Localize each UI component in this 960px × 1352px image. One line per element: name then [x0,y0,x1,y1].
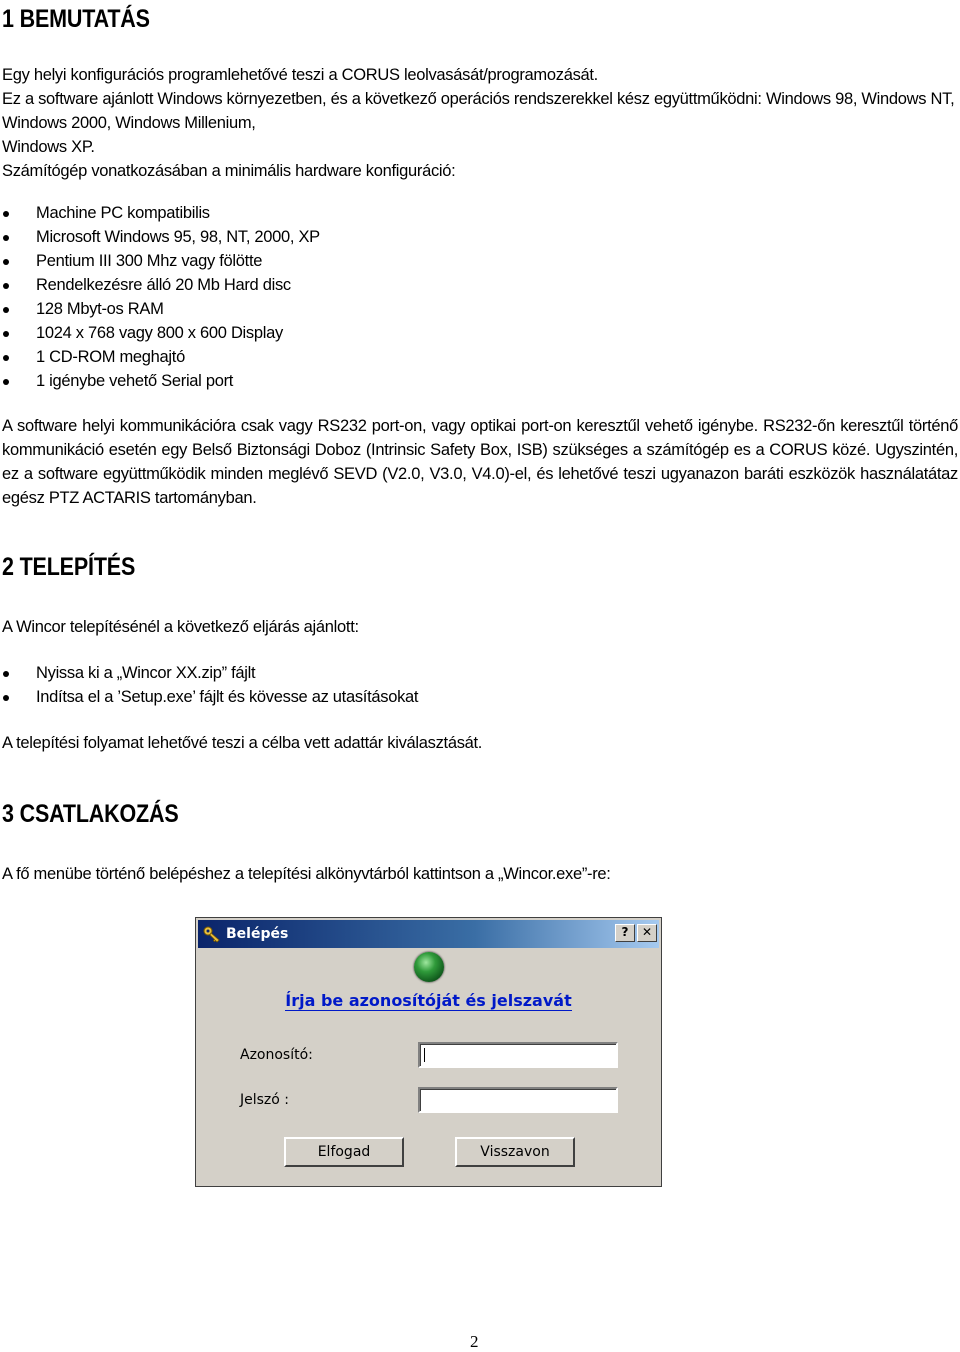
key-icon [202,924,222,944]
list-item: 1 CD-ROM meghajtó [0,345,320,369]
password-label: Jelszó : [240,1092,290,1108]
os-paragraph: Ez a software ajánlott Windows környezetben, és a következő operációs rendszerekkel kész együttműködni: Windows 98, Windows NT, Windows 2000, Windows Millenium, [2,90,955,132]
list-item: Rendelkezésre álló 20 Mb Hard disc [0,273,320,297]
communication-paragraph: A software helyi kommunikációra csak vagy RS232 port-on, vagy optikai port-on keresztűl vehető igénybe. RS232-őn keresztűl történő kommunikáció esetén egy Belső Biztonsági Doboz (Intrinsic Safety Box, ISB) szükséges a számítógép es a CORUS közé. Ugyszintén, ez a software együttműködik minden meglévő SEVD (V2.0, V3.0, V4.0)-el, és lehetővé teszi ugyanazon baráti eszközök használatátaz egész PTZ ACTARIS tartományban. [2,417,958,507]
login-dialog [195,917,662,1187]
section-1-heading: 1 BEMUTATÁS [2,5,150,33]
connect-intro: A fő menübe történő belépéshez a telepítési alkönyvtárból kattintson a „Wincor.exe”-re: [2,865,611,883]
login-prompt [196,990,661,1012]
close-button[interactable]: ✕ [637,924,657,942]
intro-paragraph: Egy helyi konfigurációs programlehetővé teszi a CORUS leolvasását/programozását. [2,66,598,84]
status-led-icon [414,952,444,982]
page-number: 2 [470,1332,479,1351]
section-2-heading: 2 TELEPÍTÉS [2,553,136,581]
list-item: Microsoft Windows 95, 98, NT, 2000, XP [0,225,320,249]
dialog-title: Belépés [226,926,289,942]
list-item: 128 Mbyt-os RAM [0,297,320,321]
list-item: Machine PC kompatibilis [0,201,320,225]
hardware-paragraph: Számítógép vonatkozásában a minimális hardware konfiguráció: [2,162,456,180]
section-3-heading: 3 CSATLAKOZÁS [2,800,179,828]
list-item: Pentium III 300 Mhz vagy fölötte [0,249,320,273]
text-caret [424,1048,425,1062]
cancel-button[interactable]: Visszavon [455,1137,575,1167]
list-item: Nyissa ki a „Wincor XX.zip” fájlt [0,661,418,685]
accept-button[interactable]: Elfogad [284,1137,404,1167]
id-label: Azonosító: [240,1047,313,1063]
install-outro: A telepítési folyamat lehetővé teszi a célba vett adattár kiválasztását. [2,734,483,752]
login-prompt-text: Írja be azonosítóját és jelszavát [285,991,572,1010]
os-paragraph-end: Windows XP. [2,138,95,156]
id-input[interactable] [418,1042,618,1068]
install-intro: A Wincor telepítésénél a következő eljárás ajánlott: [2,618,359,636]
list-item: 1 igénybe vehető Serial port [0,369,320,393]
help-button[interactable]: ? [615,924,635,942]
password-input[interactable] [418,1087,618,1113]
dialog-titlebar [198,920,659,948]
list-item: 1024 x 768 vagy 800 x 600 Display [0,321,320,345]
list-item: Indítsa el a ’Setup.exe’ fájlt és kövesse az utasításokat [0,685,418,709]
install-steps-list [0,661,418,709]
requirements-list [0,201,320,393]
